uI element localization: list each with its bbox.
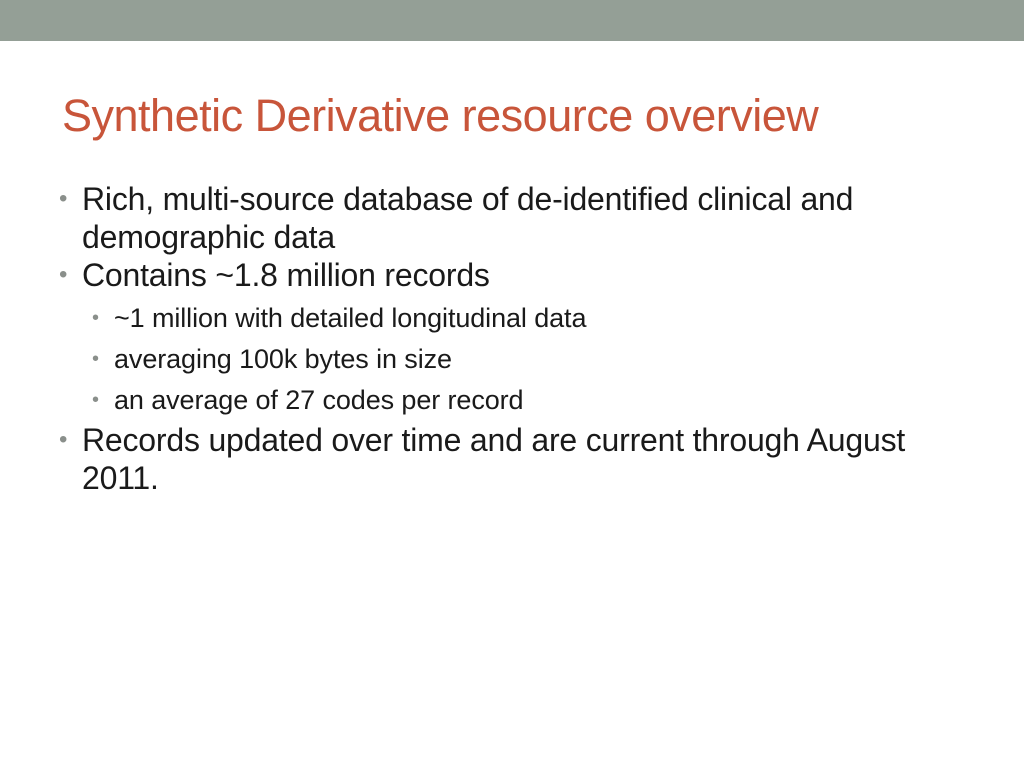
bullet-marker: • [59, 185, 68, 212]
top-color-band [0, 0, 1024, 41]
sub-bullet-item [58, 380, 958, 421]
bullet-text: Records updated over time and are current through August 2011. [82, 422, 906, 496]
slide-title: Synthetic Derivative resource overview [62, 90, 819, 141]
sub-bullet-marker: • [92, 389, 99, 411]
slide-body [58, 180, 958, 497]
bullet-item [58, 180, 958, 256]
sub-bullet-marker: • [92, 307, 99, 329]
sub-bullet-marker: • [92, 348, 99, 370]
sub-bullet-text: an average of 27 codes per record [114, 385, 524, 415]
bullet-text: Rich, multi-source database of de-identified clinical and demographic data [82, 181, 854, 255]
sub-bullet-text: ~1 million with detailed longitudinal data [114, 303, 587, 333]
sub-bullet-list [58, 298, 958, 421]
bullet-text: Contains ~1.8 million records [82, 257, 490, 293]
sub-bullet-item [58, 339, 958, 380]
bullet-item [58, 421, 958, 497]
bullet-marker: • [59, 261, 68, 288]
sub-bullet-item [58, 298, 958, 339]
bullet-marker: • [59, 426, 68, 453]
sub-bullet-text: averaging 100k bytes in size [114, 344, 452, 374]
bullet-item [58, 256, 958, 294]
